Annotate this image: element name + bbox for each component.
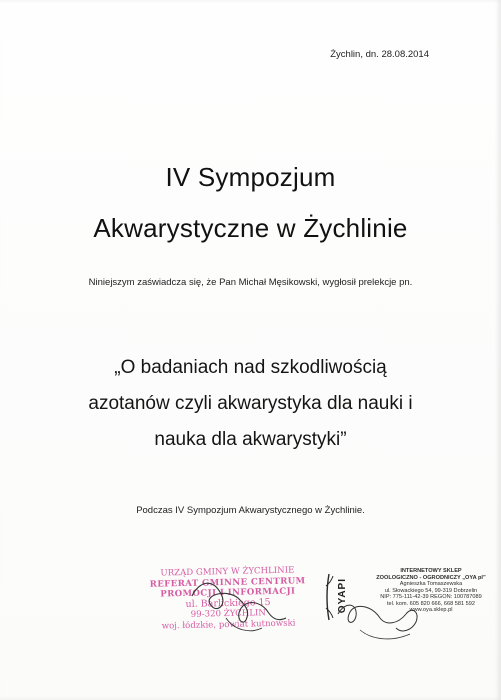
- stamp-line: ul. Barlickiego 15: [185, 596, 271, 610]
- stamp-line: www.oya.sklep.pl: [409, 607, 453, 613]
- stamp-line: tel. kom. 605 820 666, 668 581 592: [386, 600, 475, 607]
- stamp-line: INTERNETOWY SKLEP: [400, 568, 462, 574]
- municipal-stamp: [149, 565, 306, 632]
- lecture-title-line-3: nauka dla akwarystyki”: [154, 429, 347, 450]
- stamp-line: woj. łódzkie, powiat kutnowski: [161, 618, 296, 632]
- shop-stamp: [323, 568, 493, 650]
- stamp-line: Agnieszka Tomaszewska: [399, 581, 463, 587]
- stamp-line: NIP: 775-111-42-39 REGON: 100787089: [380, 594, 482, 600]
- stamp-line: ZOOLOGICZNO - OGRODNICZY „OYA pl”: [376, 574, 486, 581]
- stamp-line: ul. Słowackiego 54, 99-319 Dobrzelin: [384, 587, 478, 594]
- lecture-title-line-1: „O badaniach nad szkodliwością: [114, 357, 387, 378]
- date-line: Żychlin, dn. 28.08.2014: [330, 49, 429, 60]
- shop-stamp-text: [369, 568, 493, 614]
- title-line-1: IV Sympozjum: [165, 162, 336, 192]
- certification-text: Niniejszym zaświadcza się, że Pan Michał Męsikowski, wygłosił prelekcje pn.: [88, 277, 413, 288]
- shop-logo-text: OYAPI: [337, 578, 348, 614]
- title-line-2: Akwarystyczne w Żychlinie: [93, 213, 408, 243]
- stamp-line: REFERAT GMINNE CENTRUM: [149, 575, 306, 590]
- lecture-title-line-2: azotanów czyli akwarystyka dla nauki i: [88, 393, 413, 414]
- stamp-line: URZĄD GMINY W ŻYCHLINIE: [160, 565, 295, 579]
- footer-text: Podczas IV Sympozjum Akwarystycznego w Żychlinie.: [136, 505, 365, 516]
- stamp-line: 99-320 ŻYCHLIN: [190, 608, 267, 621]
- stamp-line: PROMOCJI I INFORMACJI: [160, 586, 296, 600]
